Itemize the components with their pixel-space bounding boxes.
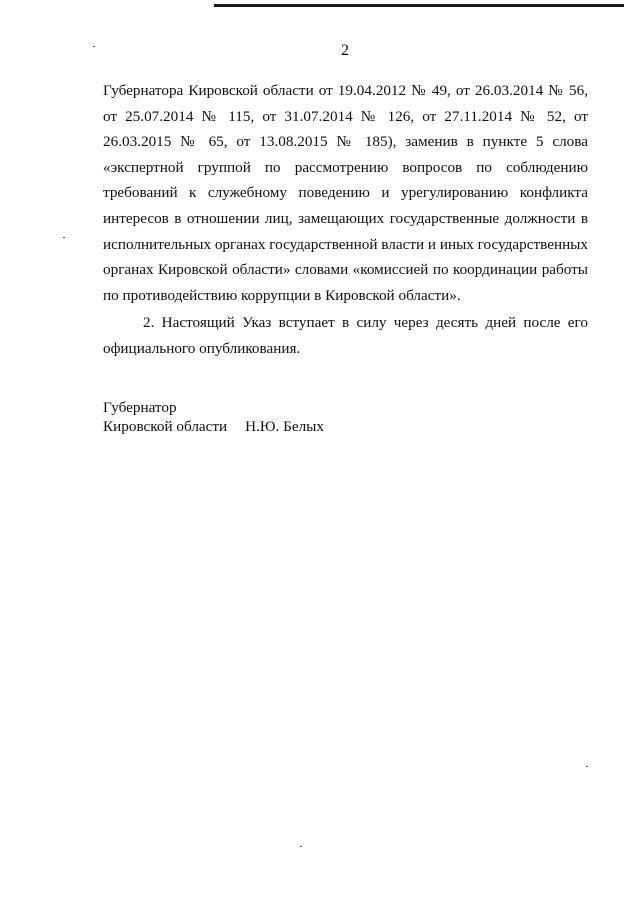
page-number: 2 [341, 42, 349, 59]
signature-region: Кировской области [103, 418, 228, 435]
signature-title: Губернатор [103, 399, 177, 416]
signature-block [103, 398, 324, 436]
signature-region-line [103, 417, 324, 436]
signature-name: Н.Ю. Белых [245, 418, 324, 435]
scan-speck [63, 237, 65, 238]
scan-speck [93, 46, 95, 47]
scan-speck [586, 766, 588, 767]
document-body [103, 78, 588, 362]
scan-speck [300, 846, 302, 847]
top-border-line [214, 4, 624, 7]
paragraph-effective-date: 2. Настоящий Указ вступает в силу через десять дней после его официального опубликования. [103, 314, 588, 357]
paragraph-amendment: Губернатора Кировской области от 19.04.2012 № 49, от 26.03.2014 № 56, от 25.07.2014 № 115, от 31.07.2014 № 126, от 27.11.2014 № 52, от 26.03.2015 № 65, от 13.08.2015 № 185), заменив в пункте 5 слова «экспертной группой по рассмотрению вопросов по соблюдению требований к служебному поведению и урегулированию конфликта интересов в отношении лиц, замещающих государственные должности в исполнительных органах государственной власти и иных государственных органах Кировской области» словами «комиссией по координации работы по противодействию коррупции в Кировской области». [103, 82, 588, 304]
